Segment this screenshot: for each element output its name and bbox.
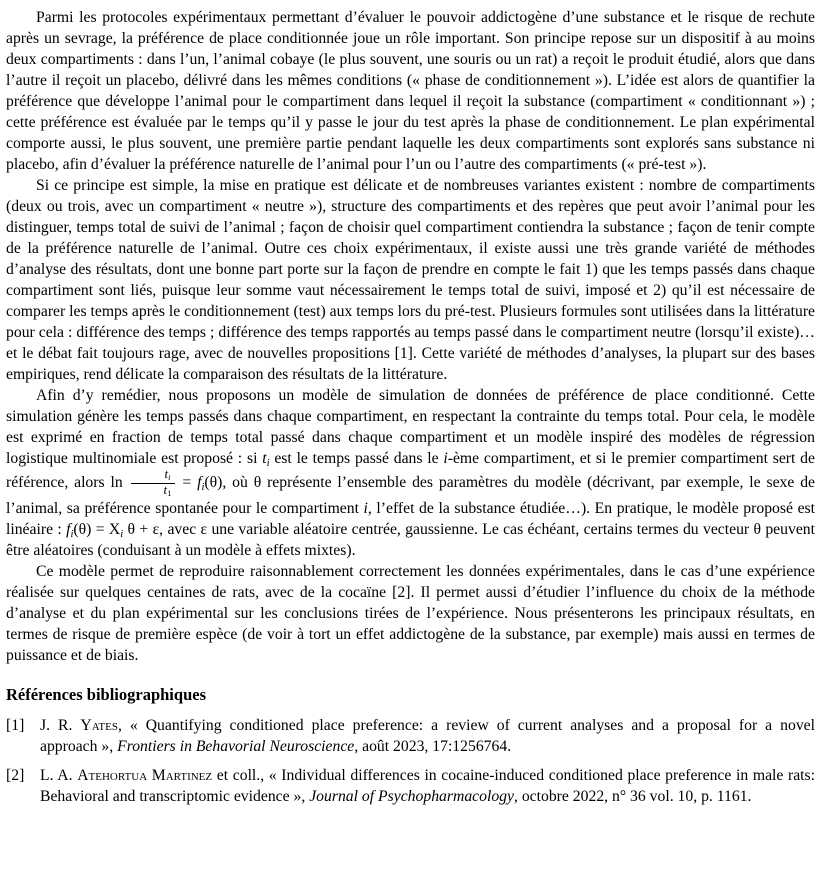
var-i: i — [443, 450, 448, 467]
var-ti-subscript: i — [266, 456, 270, 469]
model-text-3: -ème compartiment, et si le premier compartiment sert de référence, alors ln — [6, 450, 815, 492]
model-text-4: (θ), où θ représente l’ensemble des paramètres du modèle (décrivant, par exemple, le sexe de l’animal, sa préférence spontanée pour le compartiment — [6, 474, 816, 518]
reference-1-journal: Frontiers in Behavorial Neuroscience — [117, 738, 355, 756]
fraction-denominator: $t_1$ — [163, 482, 172, 498]
var-ti: t — [262, 450, 267, 467]
var-i-2: i — [363, 500, 368, 518]
model-text-6: (θ) = X — [73, 521, 121, 539]
reference-1-author-name: Yates — [80, 717, 118, 735]
reference-2-label: [2] — [6, 767, 25, 785]
reference-2-details: , octobre 2022, n° 36 vol. 10, p. 1161. — [513, 788, 752, 806]
fraction-numerator: $t_i$ — [131, 468, 175, 484]
reference-1-text — [40, 715, 815, 757]
function-f: f — [197, 474, 202, 492]
model-text-1: Afin d’y remédier, nous proposons un modèle de simulation de données de préférence de place conditionné. Cette simulation génère les temps passés dans chaque compartiment, en respectant la contrainte du temps total. Pour cela, le modèle est exprimé en fraction de temps total passé dans chaque compartiment et un modèle inspiré des modèles de régression logistique multinomiale est proposé : si — [6, 387, 815, 467]
var-x-subscript: i — [120, 528, 124, 541]
reference-2-text — [40, 765, 815, 807]
reference-item-2 — [6, 765, 815, 807]
reference-1-author-initials: J. R. — [40, 717, 81, 735]
function-f-subscript: i — [201, 481, 205, 494]
function-f-2-subscript: i — [70, 528, 74, 541]
reference-2-title: et coll., « Individual differences in cocaine-induced conditioned place preference in male rats: Behavioral and transcriptomic evidence », — [40, 767, 816, 806]
fraction-ti-over-t1 — [131, 468, 175, 497]
paragraph-model — [6, 385, 815, 561]
reference-1-details: , août 2023, 17:1256764. — [354, 738, 512, 756]
model-text-5: , l’effet de la substance étudiée…). En pratique, le modèle proposé est linéaire : — [6, 500, 815, 539]
paragraph-intro: Parmi les protocoles expérimentaux permettant d’évaluer le pouvoir addictogène d’une substance et le risque de rechute après un sevrage, la préférence de place conditionnée joue un rôle important. Son principe repose sur un dispositif à au moins deux compartiments : dans l’un, l’animal cobaye (le plus souvent, une souris ou un rat) a reçoit le produit étudié, alors que dans l’autre il reçoit un placebo, délivré dans les mêmes conditions (« phase de conditionnement »). L’idée est alors de quantifier la préférence que développe l’animal pour le compartiment dans lequel il reçoit la substance (compartiment « conditionnant ») ; cette préférence est évaluée par le temps qu’il y passe le jour du test après la phase de conditionnement. Le plan expérimental comporte aussi, le plus souvent, une première partie pendant laquelle les deux compartiments sont explorés sans substance ni placebo, afin d’évaluer la préférence naturelle de l’animal pour l’un ou l’autre des compartiments (« pré-test »). — [6, 9, 815, 173]
paragraph-variants: Si ce principe est simple, la mise en pratique est délicate et de nombreuses variantes existent : nombre de compartiments (deux ou trois, avec un compartiment « neutre »), structure des compartiments et des repères que peut avoir l’animal pour les distinguer, temps total de suivi de l’animal ; façon de choisir quel compartiment contiendra la substance ; façon de tenir compte de la préférence naturelle de l’animal. Outre ces choix expérimentaux, il existe aussi une très grande variété de méthodes d’analyse des résultats, dont une bonne part porte sur la façon de prendre en compte le fait 1) que les temps passés dans chaque compartiment sont liés, puisque leur somme vaut nécessairement le temps total de suivi, imposé et 2) qu’il est nécessaire de comparer les temps après le conditionnement (test) aux temps lors du pré-test. Plusieurs formules sont utilisées dans la littérature pour cela : différence des temps ; différence des temps rapportés au temps passé dans le compartiment neutre (lorsqu’il existe)… et le débat fait toujours rage, avec de nouvelles propositions [1]. Cette variété de méthodes d’analyses, la plupart sur des bases empiriques, rend délicate la comparaison des résultats de la littérature. — [6, 177, 816, 383]
model-text-7: θ + ε, avec ε une variable aléatoire centrée, gaussienne. Le cas échéant, certains termes du vecteur θ peuvent être aléatoires (conduisant à un modèle à effets mixtes). — [6, 521, 815, 560]
reference-item-1 — [6, 715, 815, 757]
function-f-2: f — [66, 521, 71, 539]
reference-2-journal: Journal of Psychopharmacology — [309, 788, 514, 806]
model-text-2: est le temps passé dans le — [269, 450, 444, 467]
paragraph-results: Ce modèle permet de reproduire raisonnablement correctement les données expérimentales, dans le cas d’une expérience réalisée sur quelques centaines de rats, avec de la cocaïne [2]. Il permet aussi d’étudier l’influence du choix de la méthode d’analyse et du plan expérimental sur les conclusions tirées de l’expérience. Nous présenterons les principaux résultats, en termes de risque de première espèce (de voir à tort un effet addictogène de la substance, par exemple) mais aussi en termes de puissance et de biais. — [6, 563, 815, 665]
reference-1-label: [1] — [6, 717, 25, 735]
references-heading: Références bibliographiques — [6, 685, 206, 705]
equals-sign: = — [176, 474, 198, 492]
reference-2-author-initials: L. A. — [40, 767, 78, 785]
reference-2-author-name: Atehortua Martinez — [77, 767, 213, 785]
reference-1-title: , « Quantifying conditioned place preference: a review of current analyses and a proposal for a novel approach », — [40, 717, 815, 756]
